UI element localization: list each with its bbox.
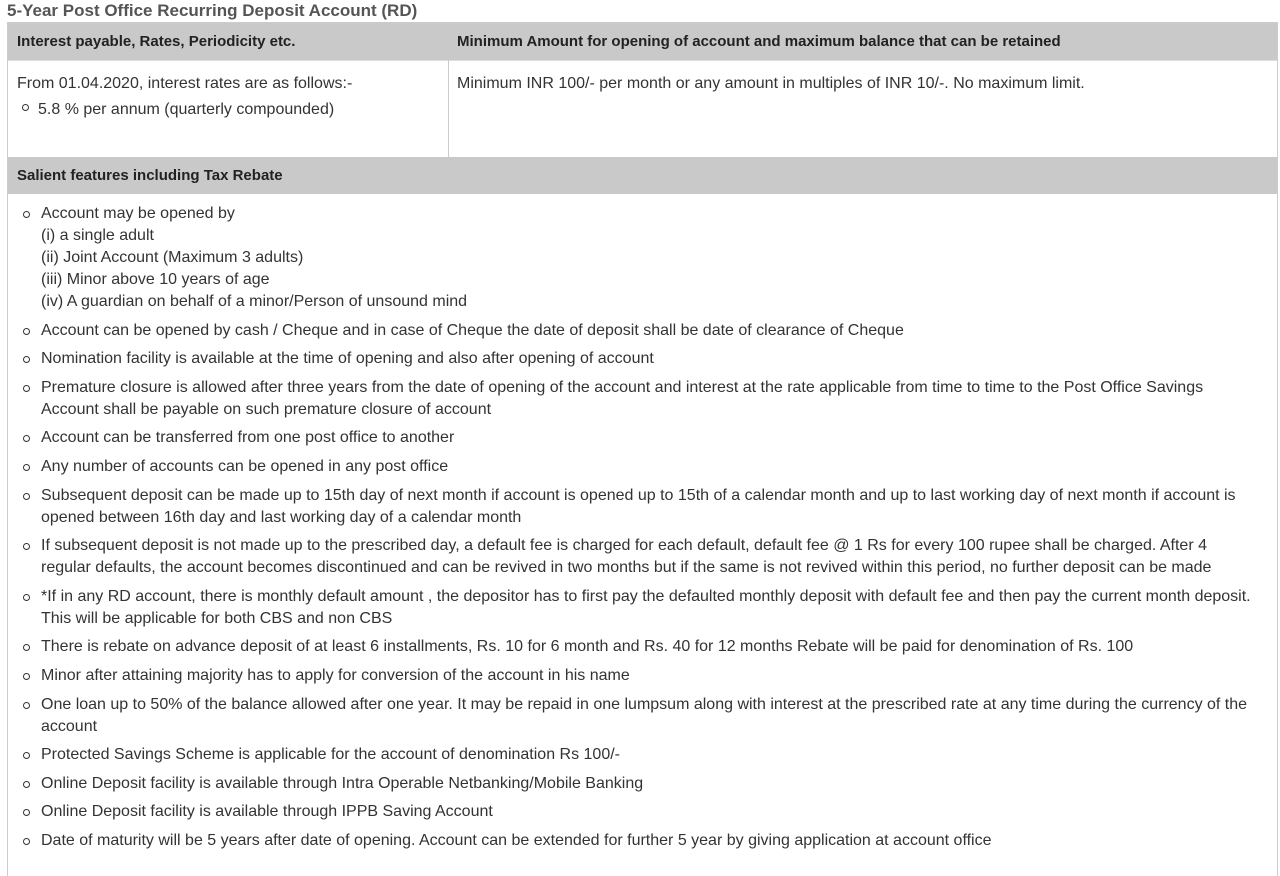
feature-line: Date of maturity will be 5 years after date of opening. Account can be extended for further 5 year by giving application at account office (41, 831, 992, 849)
features-list (8, 203, 1277, 859)
bullet-icon (23, 809, 30, 816)
feature-line: This will be applicable for both CBS and non CBS (41, 609, 393, 627)
header-salient-features: Salient features including Tax Rebate (17, 167, 283, 184)
feature-line: Account can be transferred from one post office to another (41, 429, 455, 447)
feature-line: Protected Savings Scheme is applicable for the account of denomination Rs 100/- (41, 746, 620, 764)
feature-item (8, 348, 1277, 370)
feature-line: (ii) Joint Account (Maximum 3 adults) (41, 249, 304, 266)
row-divider (8, 60, 1277, 61)
feature-item (8, 665, 1277, 687)
feature-line: If subsequent deposit is not made up to the prescribed day, a default fee is charged for each default, default fee @ 1 Rs for every 100 rupee shall be charged. After 4 (41, 537, 1207, 555)
feature-line: Subsequent deposit can be made up to 15th day of next month if account is opened up to 15th of a calendar month and up to last working day of next month if account is (41, 486, 1236, 504)
feature-item (8, 203, 1277, 313)
feature-line: There is rebate on advance deposit of at least 6 installments, Rs. 10 for 6 month and Rs. 40 for 12 months Rebate will be paid for denomination of Rs. 100 (41, 638, 1134, 656)
feature-item (8, 485, 1277, 529)
feature-item (8, 586, 1277, 630)
bullet-icon (23, 781, 30, 788)
bullet-icon (23, 644, 30, 651)
feature-line: Online Deposit facility is available through Intra Operable Netbanking/Mobile Banking (41, 774, 644, 792)
feature-item (8, 535, 1277, 579)
bullet-icon (23, 385, 30, 392)
feature-line: opened between 16th day and last working day of a calendar month (41, 508, 522, 526)
bullet-icon (23, 464, 30, 471)
bullet-icon (23, 673, 30, 680)
feature-line: Account shall be payable on such premature closure of account (41, 400, 492, 418)
feature-item (8, 830, 1277, 852)
feature-line: Nomination facility is available at the time of opening and also after opening of account (41, 350, 654, 368)
feature-item (8, 801, 1277, 823)
table-header-row (8, 23, 1277, 60)
bullet-icon (23, 493, 30, 500)
page-title: 5-Year Post Office Recurring Deposit Account (RD) (7, 1, 418, 20)
feature-item (8, 744, 1277, 766)
feature-line: (iv) A guardian on behalf of a minor/Person of unsound mind (41, 293, 468, 310)
feature-line: Any number of accounts can be opened in any post office (41, 457, 449, 475)
minimum-amount-text: Minimum INR 100/- per month or any amount in multiples of INR 10/-. No maximum limit. (457, 75, 1085, 92)
feature-item (8, 773, 1277, 795)
features-header-row (8, 157, 1277, 194)
feature-line: (i) a single adult (41, 227, 154, 244)
feature-line: Account may be opened by (41, 205, 235, 222)
feature-item (8, 456, 1277, 478)
feature-line: (iii) Minor above 10 years of age (41, 271, 270, 288)
bullet-icon (22, 104, 29, 111)
feature-item (8, 320, 1277, 342)
bullet-icon (23, 838, 30, 845)
feature-line: regular defaults, the account becomes discontinued and can be revived in two months but if the same is not revived within this period, no further deposit can be made (41, 559, 1212, 577)
bullet-icon (23, 356, 30, 363)
feature-item (8, 636, 1277, 658)
feature-line: Minor after attaining majority has to apply for conversion of the account in his name (41, 666, 630, 684)
feature-item (8, 377, 1277, 421)
feature-item (8, 694, 1277, 738)
bullet-icon (23, 752, 30, 759)
bullet-icon (23, 594, 30, 601)
bullet-icon (23, 702, 30, 709)
interest-rate-text: 5.8 % per annum (quarterly compounded) (38, 101, 335, 118)
feature-line: *If in any RD account, there is monthly default amount , the depositor has to first pay the defaulted monthly deposit with default fee and then pay the current month deposit. (41, 587, 1251, 605)
interest-intro: From 01.04.2020, interest rates are as follows:- (17, 75, 353, 92)
feature-line: account (41, 717, 98, 735)
interest-rate-item (22, 97, 334, 123)
feature-line: One loan up to 50% of the balance allowed after one year. It may be repaid in one lumpsum along with interest at the prescribed rate at any time during the currency of the (41, 695, 1248, 713)
header-minimum-amount: Minimum Amount for opening of account and maximum balance that can be retained (457, 33, 1061, 50)
bullet-icon (23, 211, 30, 218)
bullet-icon (23, 435, 30, 442)
bullet-icon (23, 543, 30, 550)
header-interest: Interest payable, Rates, Periodicity etc. (17, 33, 296, 50)
bullet-icon (23, 328, 30, 335)
column-divider (448, 60, 449, 157)
scheme-table (7, 22, 1278, 876)
feature-line: Online Deposit facility is available through IPPB Saving Account (41, 803, 493, 821)
feature-line: Premature closure is allowed after three years from the date of opening of the account and interest at the rate applicable from time to time to the Post Office Savings (41, 378, 1204, 396)
feature-line: Account can be opened by cash / Cheque and in case of Cheque the date of deposit shall be date of clearance of Cheque (41, 321, 904, 339)
feature-item (8, 427, 1277, 449)
